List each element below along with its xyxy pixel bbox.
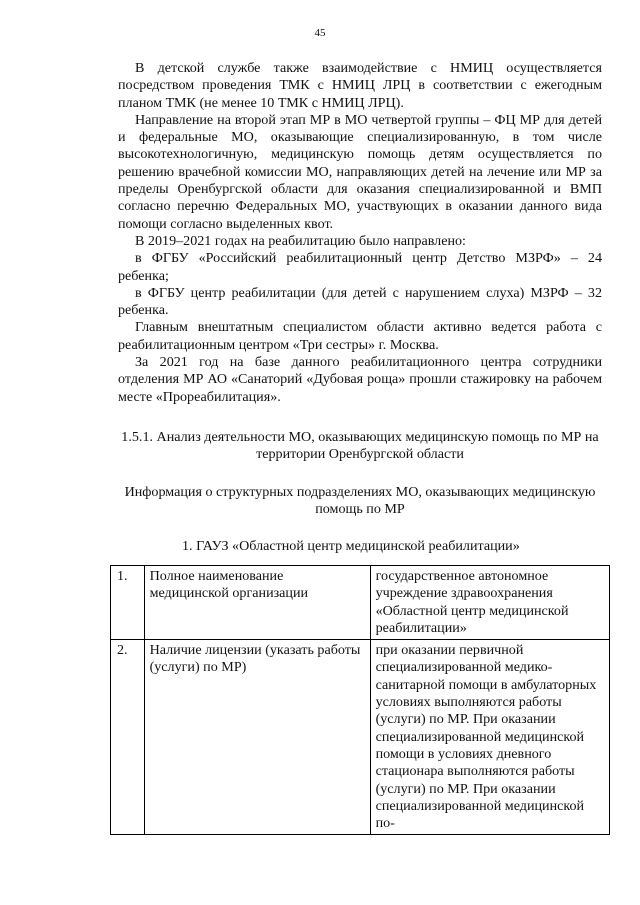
organization-table bbox=[110, 565, 610, 835]
row-value: государственное автономное учреждение здравоохранения «Областной центр медицинской реабилитации» bbox=[370, 566, 609, 640]
row-parameter: Полное наименование медицинской организации bbox=[144, 566, 370, 640]
paragraph-tri-sestry: Главным внештатным специалистом области активно ведется работа с реабилитационным центром «Три сестры» г. Москва. bbox=[118, 319, 602, 353]
paragraph-hearing-center: в ФГБУ центр реабилитации (для детей с нарушением слуха) МЗРФ – 32 ребенка. bbox=[118, 284, 602, 319]
table-row bbox=[111, 640, 610, 835]
row-value: при оказании первичной специализированной медико-санитарной помощи в амбулаторных условиях выполняются работы (услуги) по МР. При оказании специализированной медицинской помощи в условиях дневного стационара выполняются работы (услуги) по МР. При оказании специализированной медицинской по- bbox=[370, 640, 609, 835]
row-number: 1. bbox=[111, 566, 145, 640]
info-heading: Информация о структурных подразделениях МО, оказывающих медицинскую помощь по МР bbox=[124, 484, 596, 518]
paragraph-rehab-intro: В 2019–2021 годах на реабилитацию было направлено: bbox=[135, 232, 466, 249]
paragraph-detstvo: в ФГБУ «Российский реабилитационный центр Детство МЗРФ» – 24 ребенка; bbox=[118, 250, 602, 284]
table-row bbox=[111, 566, 610, 640]
paragraph-nmic: В детской службе также взаимодействие с НМИЦ осуществляется посредством проведения ТМК с НМИЦ ЛРЦ в соответствии с ежегодным планом ТМК (не менее 10 ТМК с НМИЦ ЛРЦ). bbox=[118, 60, 602, 111]
organization-heading: 1. ГАУЗ «Областной центр медицинской реабилитации» bbox=[182, 538, 520, 554]
main-text bbox=[118, 60, 602, 406]
paragraph-referral: Направление на второй этап МР в МО четвертой группы – ФЦ МР для детей и федеральные МО, оказывающие специализированную, в том числе высокотехнологичную, медицинскую помощь детям осуществляется по решению врачебной комиссии МО, направляющих детей на лечение или МР за пределы Оренбургской области для оказания специализированной и ВМП согласно перечню Федеральных МО, участвующих в оказании данного вида помощи согласно выделенных квот. bbox=[118, 111, 602, 232]
row-number: 2. bbox=[111, 640, 145, 835]
section-heading: 1.5.1. Анализ деятельности МО, оказывающих медицинскую помощь по МР на территории Оренбургской области bbox=[121, 429, 599, 463]
paragraph-internship: За 2021 год на базе данного реабилитационного центра сотрудники отделения МР АО «Санаторий «Дубовая роща» прошли стажировку на рабочем месте «Прореабилитация». bbox=[118, 354, 602, 405]
row-parameter: Наличие лицензии (указать работы (услуги) по МР) bbox=[144, 640, 370, 835]
page-number: 45 bbox=[314, 27, 326, 39]
